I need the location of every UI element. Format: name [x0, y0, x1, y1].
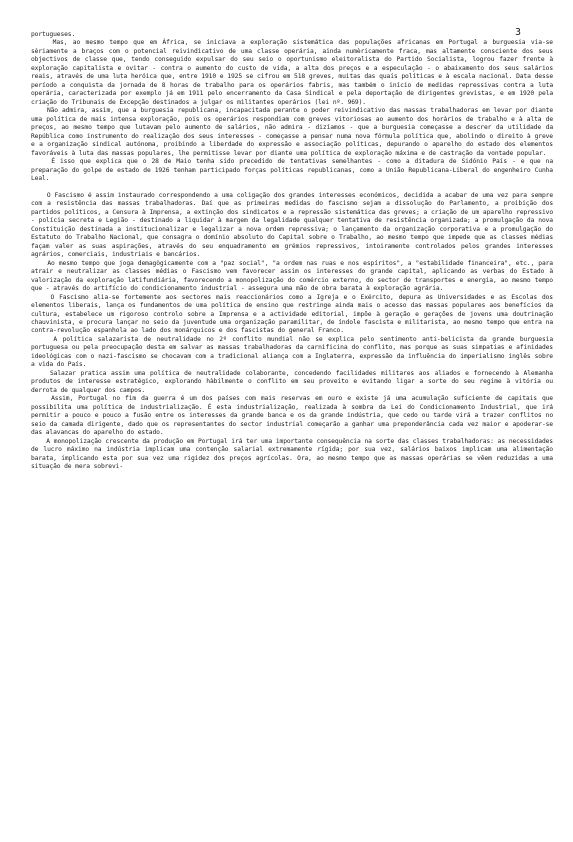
- paragraph: Ao mesmo tempo que joga demagògicamente com a "paz social", "a ordem nas ruas e nos espíritos", a "estabilidade financeira", etc., para atrair e neutralizar as classes médias o Fascismo vem favorecer assim os interesses do grande capital, aplicando as verbas do Estado à valorização da exploração latifundiária, favorecendo a monopolização do comércio externo, do sector de transportes e energia, ao mesmo tempo que - através do artifício do condicionamento industrial - assegura uma mão de obra barata à exploração agrária.: [31, 259, 557, 293]
- paragraph: Mas, ao mesmo tempo que em África, se iniciava a exploração sistemática das populações africanas em Portugal a burguesia via-se sèriamente a braços com o potencial reivindicativo de uma classe operária, ainda numèricamente fraca, mas altamente consciente dos seus objectivos de classe que, tendo conseguido expulsar do seu seio o oportunismo eleitoralista do Partido Socialista, logrou fazer frente à exploração capitalista e ovitar - contra o aumento do custo de vida, a alta dos preços e a especulação - o abaixamento dos seus salários reais, através de uma luta heróica que, entre 1910 e 1925 se cifrou em 518 greves, muitas das quais políticas e à escala nacional. Data desse período a conquista da jornada de 8 horas de trabalho para os operários fabris, mas também o início de medidas repressivas contra a luta operária, caracterizada por exemplo já em 1911 pelo encerramento da Casa Sindical e pela deportação de dirigentes grevistas, e em 1920 pela criação do Tribunais de Excepção destinados a julgar os militantes operários (lei nº. 969).: [31, 39, 557, 106]
- paragraph: Não admira, assim, que a burguesia republicana, incapacitada perante o poder reivindicativo das massas trabalhadoras em levar por diante uma política de mais intensa exploração, pois os operários respondiam com greves vitoriosas ao aumento dos horários de trabalho e à alta de preços, ao mesmo tempo que lutavam pelo aumento de salários, não admira - dizíamos - que a burguesia começasse a descrer da utilidade da República como instrumento do realização dos seus interesses - começasse a pensar numa nova fórmula política que, abolindo o direito à greve e a organização sindical autónoma, proibindo a liberdade do expressão e associação políticas, depurando o aparelho do estado dos elementos favoráveis à luta das massas populares, lhe permitisse levar por diante uma política de exploração máxima e de castração da vontade popular.: [31, 107, 557, 157]
- document-body: [31, 31, 557, 472]
- paragraph: É isso que explica que o 28 de Maio tenha sido precedido de tentativas semelhantes - como a ditadura de Sidónio Pais - e que na preparação do golpe de estado de 1926 tenham participado forças políticas republicanas, como a União Republicana-Liberal do engenheiro Cunha Leal.: [31, 158, 557, 183]
- paragraph: Salazar pratica assim uma política de neutralidade colaborante, concedendo facilidades militares aos aliados e fornecendo à Alemanha produtos de interesse estratégico, explorando hàbilmente o conflito em seu proveito e evitando ligar a sorte do seu regime à vitória ou derrota de qualquer dos campos.: [31, 369, 557, 394]
- paragraph: portugueses.: [31, 31, 76, 38]
- paragraph: O Fascismo alia-se fortemente aos sectores mais reaccionários como a Igreja e o Exército, depura as Universidades e as Escolas dos elementos liberais, lança os fundamentos de uma política de ensino que restringe ainda mais o acesso das massas populares aos benefícios da cultura, estabelece um rigoroso controlo sobre a Imprensa e a actividade editorial, impõe à geração e gerações de jovens uma doutrinação chauvinista, e procura lançar no seio da juventude uma organização paramilitar, de índole fascista e militarista, ao mesmo tempo que entra na contra-revolução espanhola ao lado dos monárquicos e dos fascistas do general Franco.: [31, 293, 557, 335]
- paragraph-gap: [31, 184, 553, 192]
- paragraph: Assim, Portugal no fim da guerra é um dos países com mais reservas em ouro e existe já uma acumulação suficiente de capitais que possibilita uma política de industrialização. É esta industrialização, realizada à sombra da Lei do Condicionamento Industrial, que irá permitir a pouco e pouco a fusão entre os interesses da grande banca e os da grande indústria, que cedo ou tarde virá a trazer conflitos no seio da camada dirigente, dado que os representantes do sector industrial começarão a ganhar uma preponderância cada vez maior e apoderar-se das alavancas do aparelho do estado.: [31, 395, 557, 437]
- paragraph: A política salazarista de neutralidade no 2º conflito mundial não se explica pelo sentimento anti-belicista da grande burguesia portuguesa ou pela preocupação desta em salvar as massas trabalhadoras da carnificina do conflito, mas porque as suas simpatias e afinidades ideológicas com o nazi-fascismo se chocavam com a tradicional aliança com a Inglaterra, expressão da influência do imperialismo inglês sobre a vida do País.: [31, 335, 557, 369]
- paragraph: O Fascismo é assim instaurado correspondendo a uma coligação dos grandes interesses económicos, decidida a acabar de uma vez para sempre com a resistência das massas trabalhadoras. Daí que as primeiras medidas do fascismo sejam a dissolução do Parlamento, a proibição dos partidos políticos, a Censura à Imprensa, a extinção dos sindicatos e a repressão sistemática das greves; a criação de um aparelho repressivo - polícia secreta e Legião - destinado a liquidar à margem da legalidade qualquer tentativa de resistência organizada; a promulgação da nova Constituição destinada a institucionalizar e legalizar a nova ordem repressiva; o lançamento da organização corporativa e a promulgação do Estatuto do Trabalho Nacional, que consagra o domínio absoluto do Capital sobre o Trabalho, ao mesmo tempo que impede que as classes médias façam valer as suas aspirações, através do seu enquadramento em grémios repressivos, intoiramente controlados pelos grandes interesses agrários, comerciais, industriais e bancários.: [31, 191, 557, 259]
- paragraph: A monopolização crescente da produção em Portugal irá ter uma importante consequência na sorte das classes trabalhadoras: as necessidades de lucro máximo na indústria implicam uma contenção salarial extremamente rígida; por sua vez, salários baixos implicam uma alimentação barata, implicando esta por sua vez uma rigidez dos preços agrícolas. Ora, ao mesmo tempo que as massas operárias se vêem reduzidas a uma situação de mera sobrevi-: [31, 437, 557, 471]
- page-number: 3: [514, 27, 521, 38]
